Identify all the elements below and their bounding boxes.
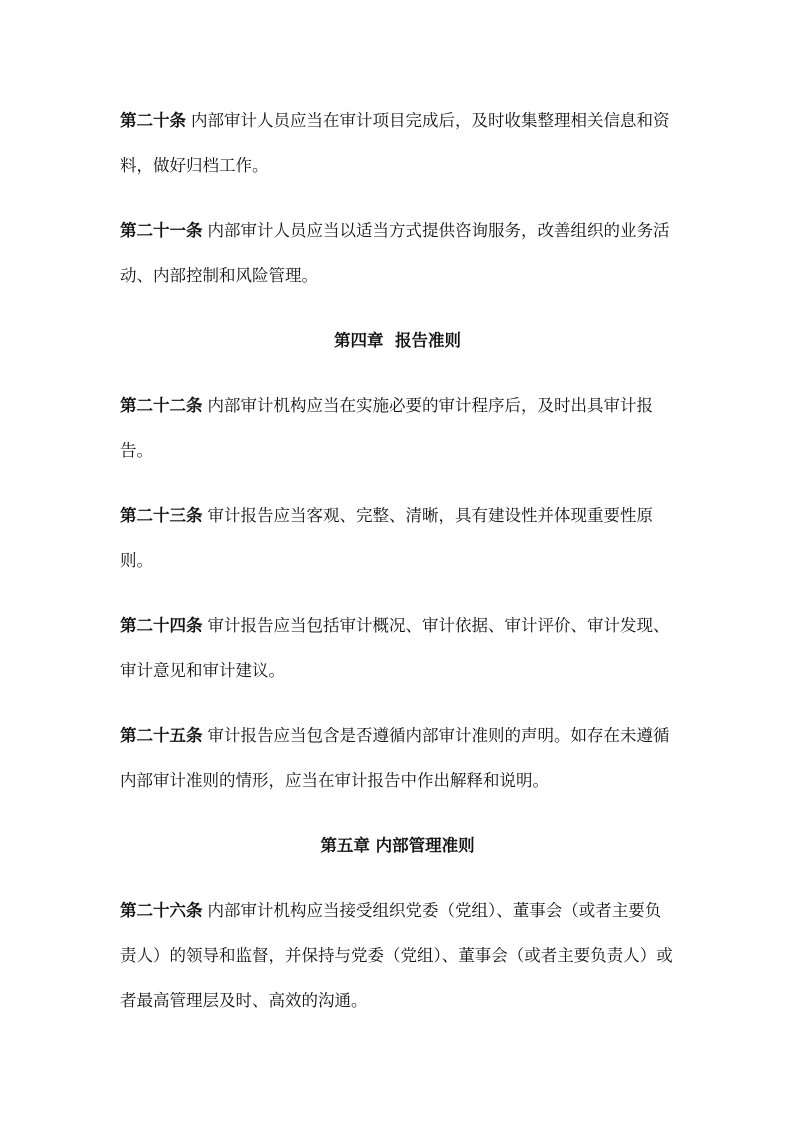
article-number: 第二十一条 — [120, 221, 203, 240]
article-text: 审计报告应当包括审计概况、审计依据、审计评价、审计发现、审计意见和审计建议。 — [120, 616, 670, 680]
article-text: 审计报告应当客观、完整、清晰，具有建设性并体现重要性原则。 — [120, 506, 653, 570]
article-number: 第二十六条 — [120, 901, 203, 920]
article-number: 第二十三条 — [120, 506, 203, 525]
article-text: 内部审计人员应当以适当方式提供咨询服务，改善组织的业务活动、内部控制和风险管理。 — [120, 221, 670, 285]
article-22 — [120, 383, 675, 473]
article-26 — [120, 888, 675, 1023]
document-page — [120, 98, 675, 1043]
article-number: 第二十四条 — [120, 616, 203, 635]
article-20 — [120, 98, 675, 188]
article-text: 审计报告应当包含是否遵循内部审计准则的声明。如存在未遵循内部审计准则的情形，应当在审计报告中作出解释和说明。 — [120, 726, 670, 790]
article-number: 第二十条 — [120, 111, 186, 130]
article-24 — [120, 603, 675, 693]
article-text: 内部审计人员应当在审计项目完成后，及时收集整理相关信息和资料，做好归档工作。 — [120, 111, 670, 175]
article-23 — [120, 493, 675, 583]
chapter-heading-4: 第四章 报告准则 — [334, 331, 461, 350]
article-number: 第二十五条 — [120, 726, 203, 745]
chapter-heading-5: 第五章 内部管理准则 — [320, 836, 475, 855]
article-25 — [120, 713, 675, 803]
article-number: 第二十二条 — [120, 396, 203, 415]
article-21 — [120, 208, 675, 298]
article-text: 内部审计机构应当在实施必要的审计程序后，及时出具审计报告。 — [120, 396, 653, 460]
article-text: 内部审计机构应当接受组织党委（党组）、董事会（或者主要负责人）的领导和监督，并保持与党委（党组）、董事会（或者主要负责人）或者最高管理层及时、高效的沟通。 — [120, 901, 673, 1010]
